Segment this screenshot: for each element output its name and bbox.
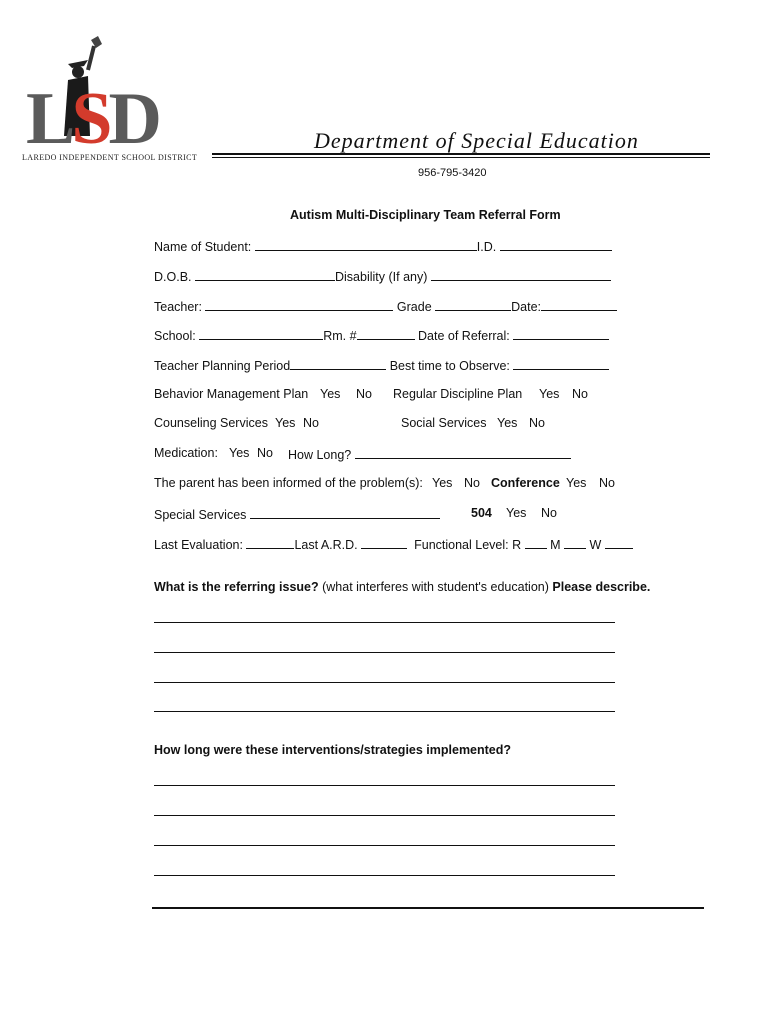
- functional-m-field[interactable]: [564, 536, 586, 549]
- parent-label: The parent has been informed of the problem(s):: [154, 476, 423, 490]
- referring-line-1[interactable]: [154, 622, 615, 623]
- last-eval-field[interactable]: [246, 536, 294, 549]
- row-planning: Teacher Planning Period Best time to Observe:: [154, 357, 609, 374]
- how-long-field[interactable]: [355, 446, 571, 459]
- discipline-label: Regular Discipline Plan: [393, 387, 523, 401]
- logo-letters: LSD: [26, 78, 158, 160]
- behavior-no[interactable]: No: [356, 387, 372, 401]
- header-rule-top: [212, 153, 710, 155]
- yes-504[interactable]: Yes: [506, 506, 527, 520]
- name-field[interactable]: [255, 238, 477, 251]
- interventions-line-3[interactable]: [154, 845, 615, 846]
- social-yes[interactable]: Yes: [497, 416, 518, 430]
- footer-rule: [152, 907, 704, 909]
- referring-question: What is the referring issue? (what interferes with student's education) Please describe.: [154, 580, 651, 594]
- label-504: 504: [471, 506, 492, 520]
- medication-label: Medication:: [154, 446, 218, 460]
- referral-date-field[interactable]: [513, 327, 609, 340]
- functional-r-field[interactable]: [525, 536, 547, 549]
- social-no[interactable]: No: [529, 416, 545, 430]
- behavior-label: Behavior Management Plan: [154, 387, 309, 401]
- school-field[interactable]: [199, 327, 323, 340]
- parent-yes[interactable]: Yes: [432, 476, 453, 490]
- grade-field[interactable]: [435, 298, 511, 311]
- row-special: Special Services: [154, 506, 440, 523]
- no-504[interactable]: No: [541, 506, 557, 520]
- behavior-yes[interactable]: Yes: [320, 387, 341, 401]
- counseling-no[interactable]: No: [303, 416, 319, 430]
- last-ard-field[interactable]: [361, 536, 407, 549]
- lisd-logo: [22, 34, 198, 164]
- room-field[interactable]: [357, 327, 415, 340]
- special-services-field[interactable]: [250, 506, 440, 519]
- department-title: Department of Special Education: [314, 128, 639, 153]
- id-field[interactable]: [500, 238, 612, 251]
- medication-no[interactable]: No: [257, 446, 273, 460]
- planning-field[interactable]: [290, 357, 386, 370]
- referring-line-2[interactable]: [154, 652, 615, 653]
- interventions-line-2[interactable]: [154, 815, 615, 816]
- parent-no[interactable]: No: [464, 476, 480, 490]
- referring-line-4[interactable]: [154, 711, 615, 712]
- social-label: Social Services: [401, 416, 487, 430]
- medication-yes[interactable]: Yes: [229, 446, 250, 460]
- conference-yes[interactable]: Yes: [566, 476, 587, 490]
- disability-field[interactable]: [431, 268, 611, 281]
- date-field[interactable]: [541, 298, 617, 311]
- interventions-question: How long were these interventions/strategies implemented?: [154, 743, 512, 757]
- row-evaluation: Last Evaluation: Last A.R.D. Functional Level: R M W: [154, 536, 633, 553]
- row-name: Name of Student: I.D.: [154, 238, 612, 255]
- interventions-line-4[interactable]: [154, 875, 615, 876]
- conference-no[interactable]: No: [599, 476, 615, 490]
- counseling-yes[interactable]: Yes: [275, 416, 296, 430]
- conference-label: Conference: [491, 476, 560, 490]
- counseling-label: Counseling Services: [154, 416, 268, 430]
- discipline-yes[interactable]: Yes: [539, 387, 560, 401]
- row-school: School: Rm. # Date of Referral:: [154, 327, 609, 344]
- dob-field[interactable]: [195, 268, 335, 281]
- row-how-long: How Long?: [288, 446, 571, 463]
- row-teacher: Teacher: Grade Date:: [154, 298, 617, 315]
- observe-field[interactable]: [513, 357, 609, 370]
- row-dob: D.O.B. Disability (If any): [154, 268, 611, 285]
- header-rule-bottom: [212, 157, 710, 158]
- phone-number: 956-795-3420: [418, 167, 487, 179]
- discipline-no[interactable]: No: [572, 387, 588, 401]
- teacher-field[interactable]: [205, 298, 393, 311]
- district-name: LAREDO INDEPENDENT SCHOOL DISTRICT: [22, 153, 198, 162]
- functional-w-field[interactable]: [605, 536, 633, 549]
- form-title: Autism Multi-Disciplinary Team Referral Form: [290, 208, 561, 222]
- interventions-line-1[interactable]: [154, 785, 615, 786]
- referring-line-3[interactable]: [154, 682, 615, 683]
